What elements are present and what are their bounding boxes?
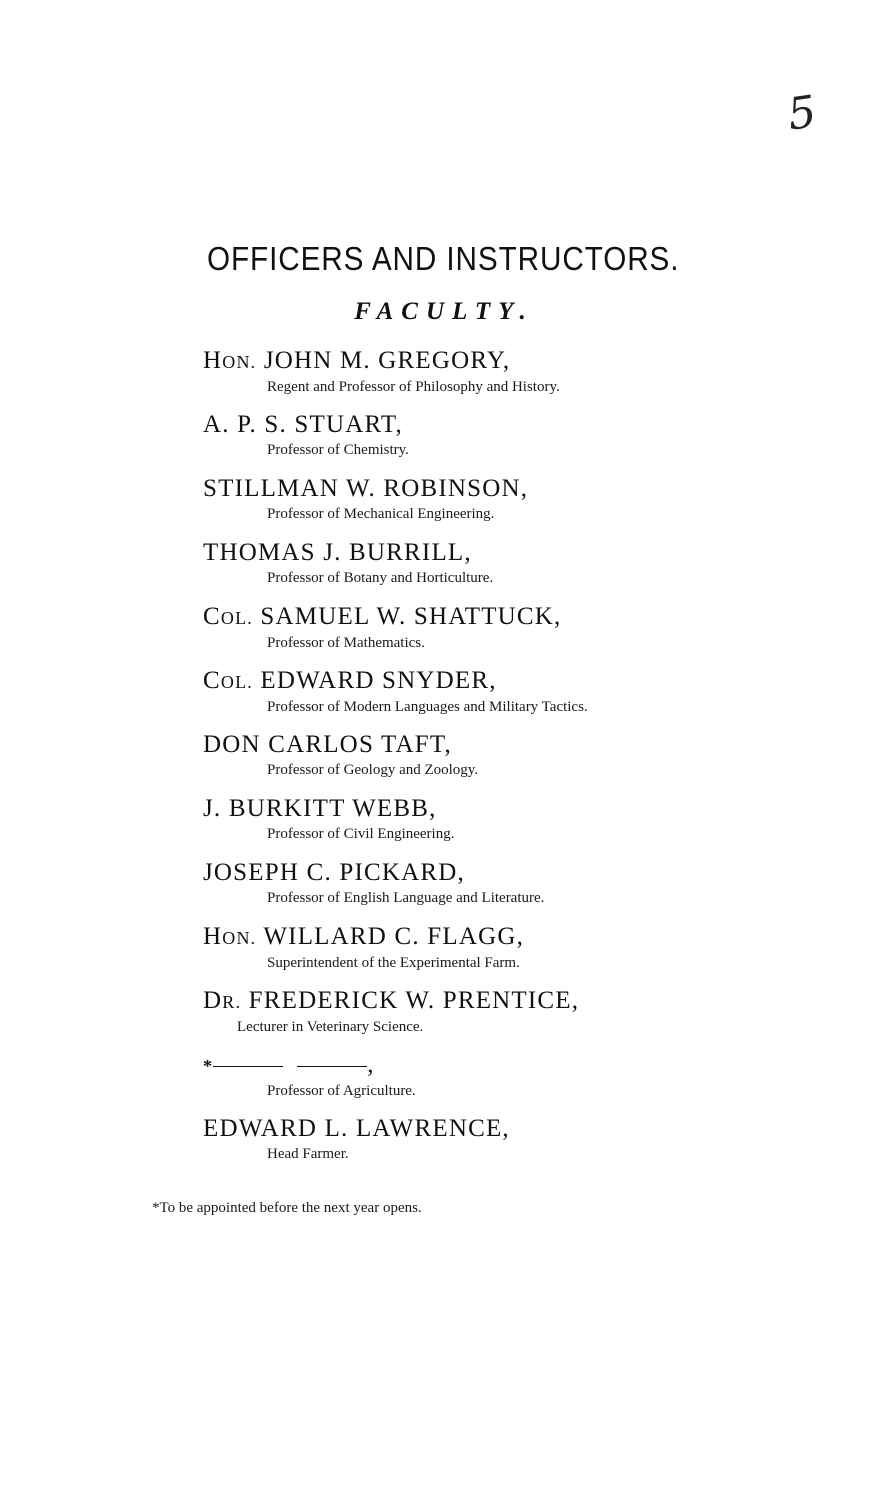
faculty-entry <box>203 346 843 410</box>
faculty-entry <box>203 730 843 794</box>
faculty-name <box>203 986 843 1017</box>
faculty-entry <box>203 986 843 1050</box>
faculty-role: Professor of Civil Engineering. <box>267 826 455 842</box>
faculty-role: Professor of English Language and Literature. <box>267 890 545 906</box>
faculty-role: Professor of Botany and Horticulture. <box>267 570 494 586</box>
faculty-role: Professor of Geology and Zoology. <box>267 762 479 778</box>
honorific-initial: C <box>203 603 221 630</box>
faculty-entry <box>203 794 843 858</box>
faculty-role: Lecturer in Veterinary Science. <box>237 1019 424 1035</box>
faculty-role: Professor of Chemistry. <box>267 442 409 458</box>
asterisk-mark: * <box>203 1056 214 1076</box>
section-subheading: FACULTY. <box>354 298 534 325</box>
comma-mark: , <box>367 1051 375 1078</box>
honorific-rest: ON. <box>222 352 257 372</box>
faculty-list <box>203 346 843 1178</box>
name-text: EDWARD SNYDER, <box>252 667 497 694</box>
blank-dash <box>213 1066 283 1067</box>
faculty-entry <box>203 410 843 474</box>
blank-dash <box>297 1066 367 1067</box>
footnote: *To be appointed before the next year opens. <box>152 1200 422 1216</box>
faculty-name <box>203 346 843 377</box>
faculty-entry <box>203 602 843 666</box>
faculty-role: Professor of Mechanical Engineering. <box>267 506 495 522</box>
faculty-entry <box>203 474 843 538</box>
faculty-name <box>203 922 843 953</box>
faculty-name: THOMAS J. BURRILL, <box>203 539 472 566</box>
faculty-role: Head Farmer. <box>267 1146 349 1162</box>
honorific-initial: H <box>203 347 223 374</box>
name-text: FREDERICK W. PRENTICE, <box>241 987 580 1014</box>
faculty-entry <box>203 538 843 602</box>
faculty-name <box>203 602 843 633</box>
honorific-rest: OL. <box>220 608 253 628</box>
faculty-name: J. BURKITT WEBB, <box>203 795 437 822</box>
name-text: JOHN M. GREGORY, <box>256 347 511 374</box>
page-heading: OFFICERS AND INSTRUCTORS. <box>206 240 680 277</box>
faculty-name <box>203 666 843 697</box>
faculty-role: Regent and Professor of Philosophy and History. <box>267 379 560 395</box>
honorific-initial: D <box>203 987 223 1014</box>
honorific-rest: R. <box>222 992 242 1012</box>
faculty-role: Professor of Agriculture. <box>267 1083 416 1099</box>
honorific-rest: OL. <box>220 672 253 692</box>
honorific-rest: ON. <box>222 928 257 948</box>
faculty-role: Professor of Mathematics. <box>267 635 425 651</box>
faculty-role: Superintendent of the Experimental Farm. <box>267 955 520 971</box>
faculty-name: A. P. S. STUART, <box>203 411 403 438</box>
faculty-entry <box>203 1114 843 1178</box>
faculty-entry <box>203 858 843 922</box>
vacancy-entry <box>203 1050 843 1114</box>
honorific-initial: C <box>203 667 221 694</box>
faculty-name: STILLMAN W. ROBINSON, <box>203 475 529 502</box>
faculty-name: EDWARD L. LAWRENCE, <box>203 1115 510 1142</box>
faculty-name: JOSEPH C. PICKARD, <box>203 859 465 886</box>
name-text: WILLARD C. FLAGG, <box>256 923 525 950</box>
honorific-initial: H <box>203 923 223 950</box>
page-number: 5 <box>784 86 820 141</box>
vacant-name-line <box>203 1050 843 1081</box>
name-text: SAMUEL W. SHATTUCK, <box>252 603 562 630</box>
faculty-entry <box>203 922 843 986</box>
faculty-entry <box>203 666 843 730</box>
faculty-name: DON CARLOS TAFT, <box>203 731 452 758</box>
faculty-role: Professor of Modern Languages and Military Tactics. <box>267 699 588 715</box>
